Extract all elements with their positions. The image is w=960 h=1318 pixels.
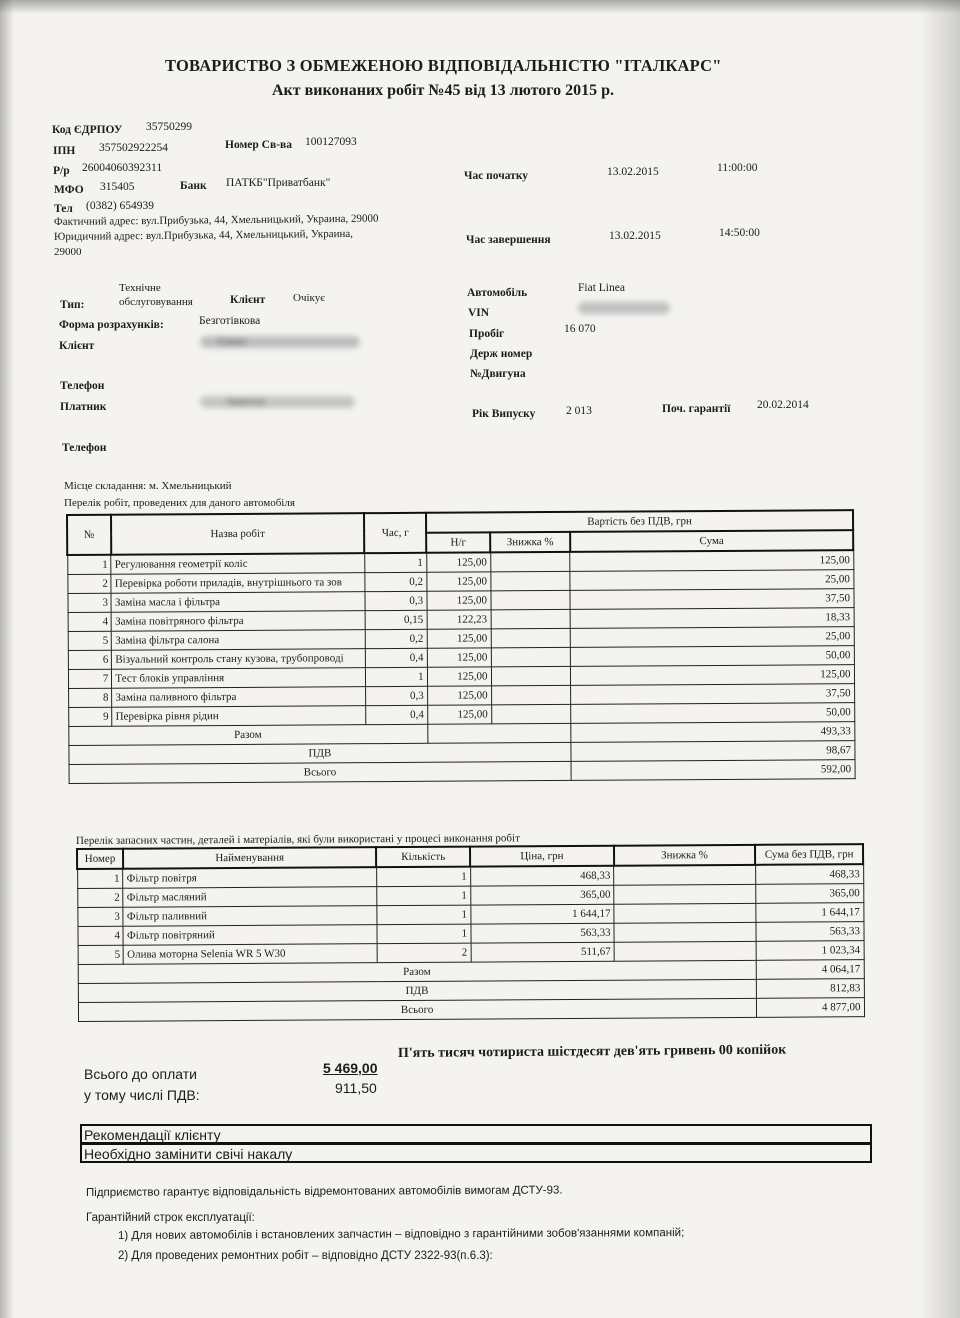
works-row-sum: 50,00 — [571, 646, 854, 667]
works-row-no: 9 — [68, 707, 112, 726]
footer-line-2: Гарантійний строк експлуатації: — [86, 1212, 255, 1224]
mfo-label: МФО — [54, 184, 84, 196]
works-row-discount — [491, 609, 571, 628]
parts-row-sum: 563,33 — [756, 922, 864, 942]
car-value: Fiat Linea — [578, 282, 625, 294]
payment-value: Безготівкова — [199, 315, 261, 327]
to-pay-in-words: П'ять тисяч чотириста шістдесят дев'ять гривень 00 копійок — [397, 1042, 787, 1061]
to-pay-label: Всього до оплати — [84, 1066, 197, 1082]
works-row-name: Заміна фільтра салона — [112, 630, 365, 651]
works-row-hours: 1 — [364, 553, 426, 573]
parts-row-discount — [614, 941, 756, 961]
parts-row-discount — [614, 884, 756, 904]
works-row-sum: 125,00 — [570, 550, 853, 571]
works-row-sum: 25,00 — [570, 570, 853, 591]
works-total: 592,00 — [571, 760, 854, 781]
client-inline-label: Клієнт — [230, 294, 266, 306]
parts-row-price: 365,00 — [470, 885, 614, 905]
parts-row-sum: 1 644,17 — [756, 903, 864, 923]
works-h-name: Назва робіт — [111, 513, 365, 555]
works-row-no: 3 — [67, 593, 111, 612]
mfo-value: 315405 — [100, 181, 135, 193]
works-row-sum: 50,00 — [571, 703, 854, 724]
end-date: 13.02.2015 — [609, 230, 661, 242]
works-subtotal-label: Разом — [68, 724, 427, 745]
works-row-discount — [491, 666, 571, 685]
account-label: Р/р — [53, 165, 70, 177]
parts-row-no: 5 — [78, 945, 124, 964]
parts-row-price: 468,33 — [470, 866, 614, 886]
works-row-discount — [491, 685, 571, 704]
mileage-label: Пробіг — [469, 328, 505, 340]
works-row-name: Тест блоків управління — [112, 668, 365, 689]
scan-edge-top — [0, 0, 960, 14]
works-row-rate: 122,23 — [427, 610, 491, 629]
type-label: Тип: — [60, 299, 85, 311]
works-row-hours: 0,4 — [365, 705, 427, 724]
parts-row-discount — [614, 903, 756, 923]
actual-address: Фактичний адрес: вул.Прибузька, 44, Хмельницький, Украина, 29000 — [53, 212, 379, 228]
works-row-discount — [490, 590, 570, 609]
works-vat: 98,67 — [571, 741, 854, 762]
parts-row-price: 1 644,17 — [470, 904, 614, 924]
parts-caption: Перелік запасних частин, деталей і матеріалів, які були використані у процесі виконання робіт — [75, 832, 520, 847]
works-row-rate: 125,00 — [427, 648, 491, 667]
works-row-rate: 125,00 — [427, 686, 491, 705]
vin-redacted — [578, 302, 670, 314]
parts-row-name: Фільтр повітря — [123, 867, 376, 888]
year-value: 2 013 — [566, 405, 592, 417]
payer-label: Платник — [60, 401, 107, 413]
phone-label: Тел — [54, 203, 73, 215]
parts-row-qty: 1 — [376, 886, 470, 906]
plate-label: Держ номер — [470, 348, 533, 360]
engine-label: №Двигуна — [470, 368, 526, 380]
works-table — [66, 509, 856, 784]
works-row-sum: 125,00 — [571, 665, 854, 686]
phone2-label: Телефон — [62, 442, 107, 454]
works-row-no: 1 — [67, 555, 111, 575]
works-row-rate: 125,00 — [427, 591, 491, 610]
scan-edge-right — [920, 0, 960, 1318]
car-label: Автомобіль — [467, 287, 528, 299]
recommendations-header-box — [80, 1124, 872, 1144]
parts-row-no: 1 — [77, 869, 123, 889]
works-row-name: Заміна повітряного фільтра — [112, 611, 365, 632]
works-row-rate: 125,00 — [427, 629, 491, 648]
end-label: Час завершення — [466, 234, 551, 246]
parts-total-label: Всього — [78, 998, 756, 1021]
parts-row-price: 511,67 — [471, 942, 615, 962]
works-row-rate: 125,00 — [427, 667, 491, 686]
works-row-no: 5 — [68, 631, 112, 650]
ipn-value: 357502922254 — [99, 142, 168, 154]
recommendations-label: Рекомендації клієнту — [84, 1127, 221, 1143]
works-h-discount: Знижка % — [490, 532, 570, 552]
works-h-rate: Н/г — [426, 532, 490, 552]
footer-line-3: 1) Для нових автомобілів і встановлених запчастин – відповідно з гарантійними зобов'язаннями компаній; — [117, 1227, 685, 1242]
works-caption: Перелік робіт, проведених для даного автомобіля — [64, 497, 295, 509]
recommendations-text-box — [80, 1143, 872, 1163]
vat-included-value: 911,50 — [335, 1080, 377, 1096]
works-row-rate: 125,00 — [426, 552, 490, 572]
warranty-value: 20.02.2014 — [757, 399, 809, 411]
works-row-name: Візуальний контроль стану кузова, трубопроводі — [112, 649, 365, 670]
legal-address-zip: 29000 — [54, 246, 82, 258]
parts-row-discount — [614, 922, 756, 942]
bank-value: ПАТКБ"Приватбанк" — [226, 177, 331, 189]
bank-label: Банк — [180, 180, 207, 192]
parts-subtotal: 4 064,17 — [756, 960, 864, 980]
parts-row-no: 4 — [77, 926, 123, 945]
parts-row-qty: 2 — [377, 943, 471, 963]
mileage-value: 16 070 — [564, 323, 596, 335]
works-row-name: Перевірка роботи приладів, внутрішнього та зов — [111, 573, 364, 594]
footer-line-1: Підприємство гарантує відповідальність відремонтованих автомобілів вимогам ДСТУ-93. — [85, 1184, 563, 1199]
start-label: Час початку — [464, 170, 529, 182]
works-row-hours: 0,2 — [365, 572, 427, 591]
works-row-sum: 18,33 — [570, 608, 853, 629]
works-row-hours: 0,4 — [365, 648, 427, 667]
parts-row-name: Фільтр паливний — [123, 906, 376, 927]
parts-subtotal-label: Разом — [78, 960, 756, 983]
parts-row-discount — [614, 865, 756, 885]
parts-row-no: 3 — [77, 907, 123, 926]
works-row-discount — [491, 704, 571, 723]
works-row-name: Заміна паливного фільтра — [112, 687, 365, 708]
parts-row-name: Фільтр повітряний — [123, 925, 376, 946]
ipn-label: ІПН — [53, 145, 76, 157]
works-row-rate: 125,00 — [427, 705, 491, 724]
works-row-name: Перевірка рівня рідин — [112, 706, 365, 727]
cert-label: Номер Св-ва — [225, 139, 292, 151]
works-row-no: 2 — [67, 574, 111, 593]
payer-name-redacted: Анатолі — [200, 396, 355, 408]
client-status: Очікує — [293, 292, 325, 304]
works-row-hours: 0,2 — [365, 629, 427, 648]
works-row-sum: 25,00 — [571, 627, 854, 648]
end-time: 14:50:00 — [719, 227, 760, 239]
parts-row-qty: 1 — [377, 905, 471, 925]
works-h-sum: Сума — [570, 530, 853, 552]
start-date: 13.02.2015 — [607, 166, 659, 178]
works-row-hours: 0,3 — [365, 591, 427, 610]
works-row-discount — [491, 628, 571, 647]
vin-label: VIN — [468, 307, 490, 319]
parts-row-sum: 1 023,34 — [756, 941, 864, 961]
works-row-name: Регулювання геометрії коліс — [111, 553, 364, 574]
to-pay-value: 5 469,00 — [323, 1060, 378, 1076]
client-name-redacted: Олекс — [200, 336, 360, 348]
works-row-sum: 37,50 — [571, 684, 854, 705]
works-row-sum: 37,50 — [570, 589, 853, 610]
type-value-2: обслуговування — [119, 296, 193, 308]
edrpou-label: Код ЄДРПОУ — [52, 124, 123, 136]
works-h-no: № — [67, 515, 111, 555]
parts-row-name: Фільтр масляний — [123, 887, 376, 908]
works-row-no: 4 — [68, 612, 112, 631]
parts-vat-label: ПДВ — [78, 979, 756, 1002]
year-label: Рік Випуску — [472, 408, 536, 420]
type-value-1: Технічне — [119, 282, 161, 294]
place-of-issue: Місце складання: м. Хмельницький — [64, 480, 232, 492]
parts-h-discount: Знижка % — [614, 845, 756, 866]
parts-row-sum: 365,00 — [755, 884, 863, 904]
works-subtotal: 493,33 — [571, 722, 854, 743]
works-row-name: Заміна масла і фільтра — [111, 592, 364, 613]
works-vat-label: ПДВ — [68, 742, 571, 764]
parts-row-qty: 1 — [377, 924, 471, 944]
phone-value: (0382) 654939 — [86, 200, 155, 212]
works-row-no: 7 — [68, 669, 112, 688]
warranty-label: Поч. гарантії — [662, 403, 731, 415]
scan-edge-left — [0, 0, 14, 1318]
parts-h-sum: Сума без ПДВ, грн — [755, 844, 863, 865]
company-title: ТОВАРИСТВО З ОБМЕЖЕНОЮ ВІДПОВІДАЛЬНІСТЮ "ІТАЛКАРС" — [165, 56, 722, 75]
works-total-label: Всього — [69, 761, 572, 783]
works-row-rate: 125,00 — [426, 572, 490, 591]
cert-value: 100127093 — [305, 136, 357, 148]
recommendations-text: Необхідно замінити свічі накалу — [84, 1146, 293, 1162]
parts-h-no: Номер — [77, 849, 123, 869]
phone1-label: Телефон — [60, 380, 105, 392]
parts-vat: 812,83 — [756, 979, 864, 999]
works-row-discount — [490, 571, 570, 590]
client-label: Клієнт — [59, 340, 95, 352]
works-h-hours: Час, г — [364, 513, 426, 553]
works-row-no: 6 — [68, 650, 112, 669]
vat-included-label: у тому числі ПДВ: — [84, 1087, 200, 1103]
parts-h-name: Найменування — [123, 847, 376, 869]
works-h-cost: Вартість без ПДВ, грн — [426, 510, 853, 533]
edrpou-value: 35750299 — [146, 121, 192, 133]
start-time: 11:00:00 — [717, 162, 758, 174]
act-title: Акт виконаних робіт №45 від 13 лютого 2015 р. — [272, 82, 615, 99]
parts-row-qty: 1 — [376, 867, 470, 887]
footer-line-4: 2) Для проведених ремонтних робіт – відповідно ДСТУ 2322-93(п.6.3): — [118, 1250, 493, 1262]
legal-address: Юридичний адрес: вул.Прибузька, 44, Хмельницький, Украина, — [53, 227, 354, 243]
parts-total: 4 877,00 — [756, 998, 864, 1018]
parts-h-price: Ціна, грн — [470, 846, 614, 867]
works-row-hours: 0,3 — [365, 686, 427, 705]
parts-row-no: 2 — [77, 888, 123, 907]
parts-row-sum: 468,33 — [755, 864, 863, 884]
works-row-hours: 1 — [365, 667, 427, 686]
parts-table — [76, 843, 865, 1022]
works-row-discount — [491, 647, 571, 666]
payment-label: Форма розрахунків: — [59, 319, 164, 331]
account-value: 26004060392311 — [82, 162, 163, 174]
works-row-no: 8 — [68, 688, 112, 707]
parts-h-qty: Кількість — [376, 847, 470, 868]
works-row-hours: 0,15 — [365, 610, 427, 629]
parts-row-price: 563,33 — [471, 923, 615, 943]
parts-row-name: Олива моторна Selenia WR 5 W30 — [124, 944, 377, 965]
works-row-discount — [490, 552, 570, 572]
